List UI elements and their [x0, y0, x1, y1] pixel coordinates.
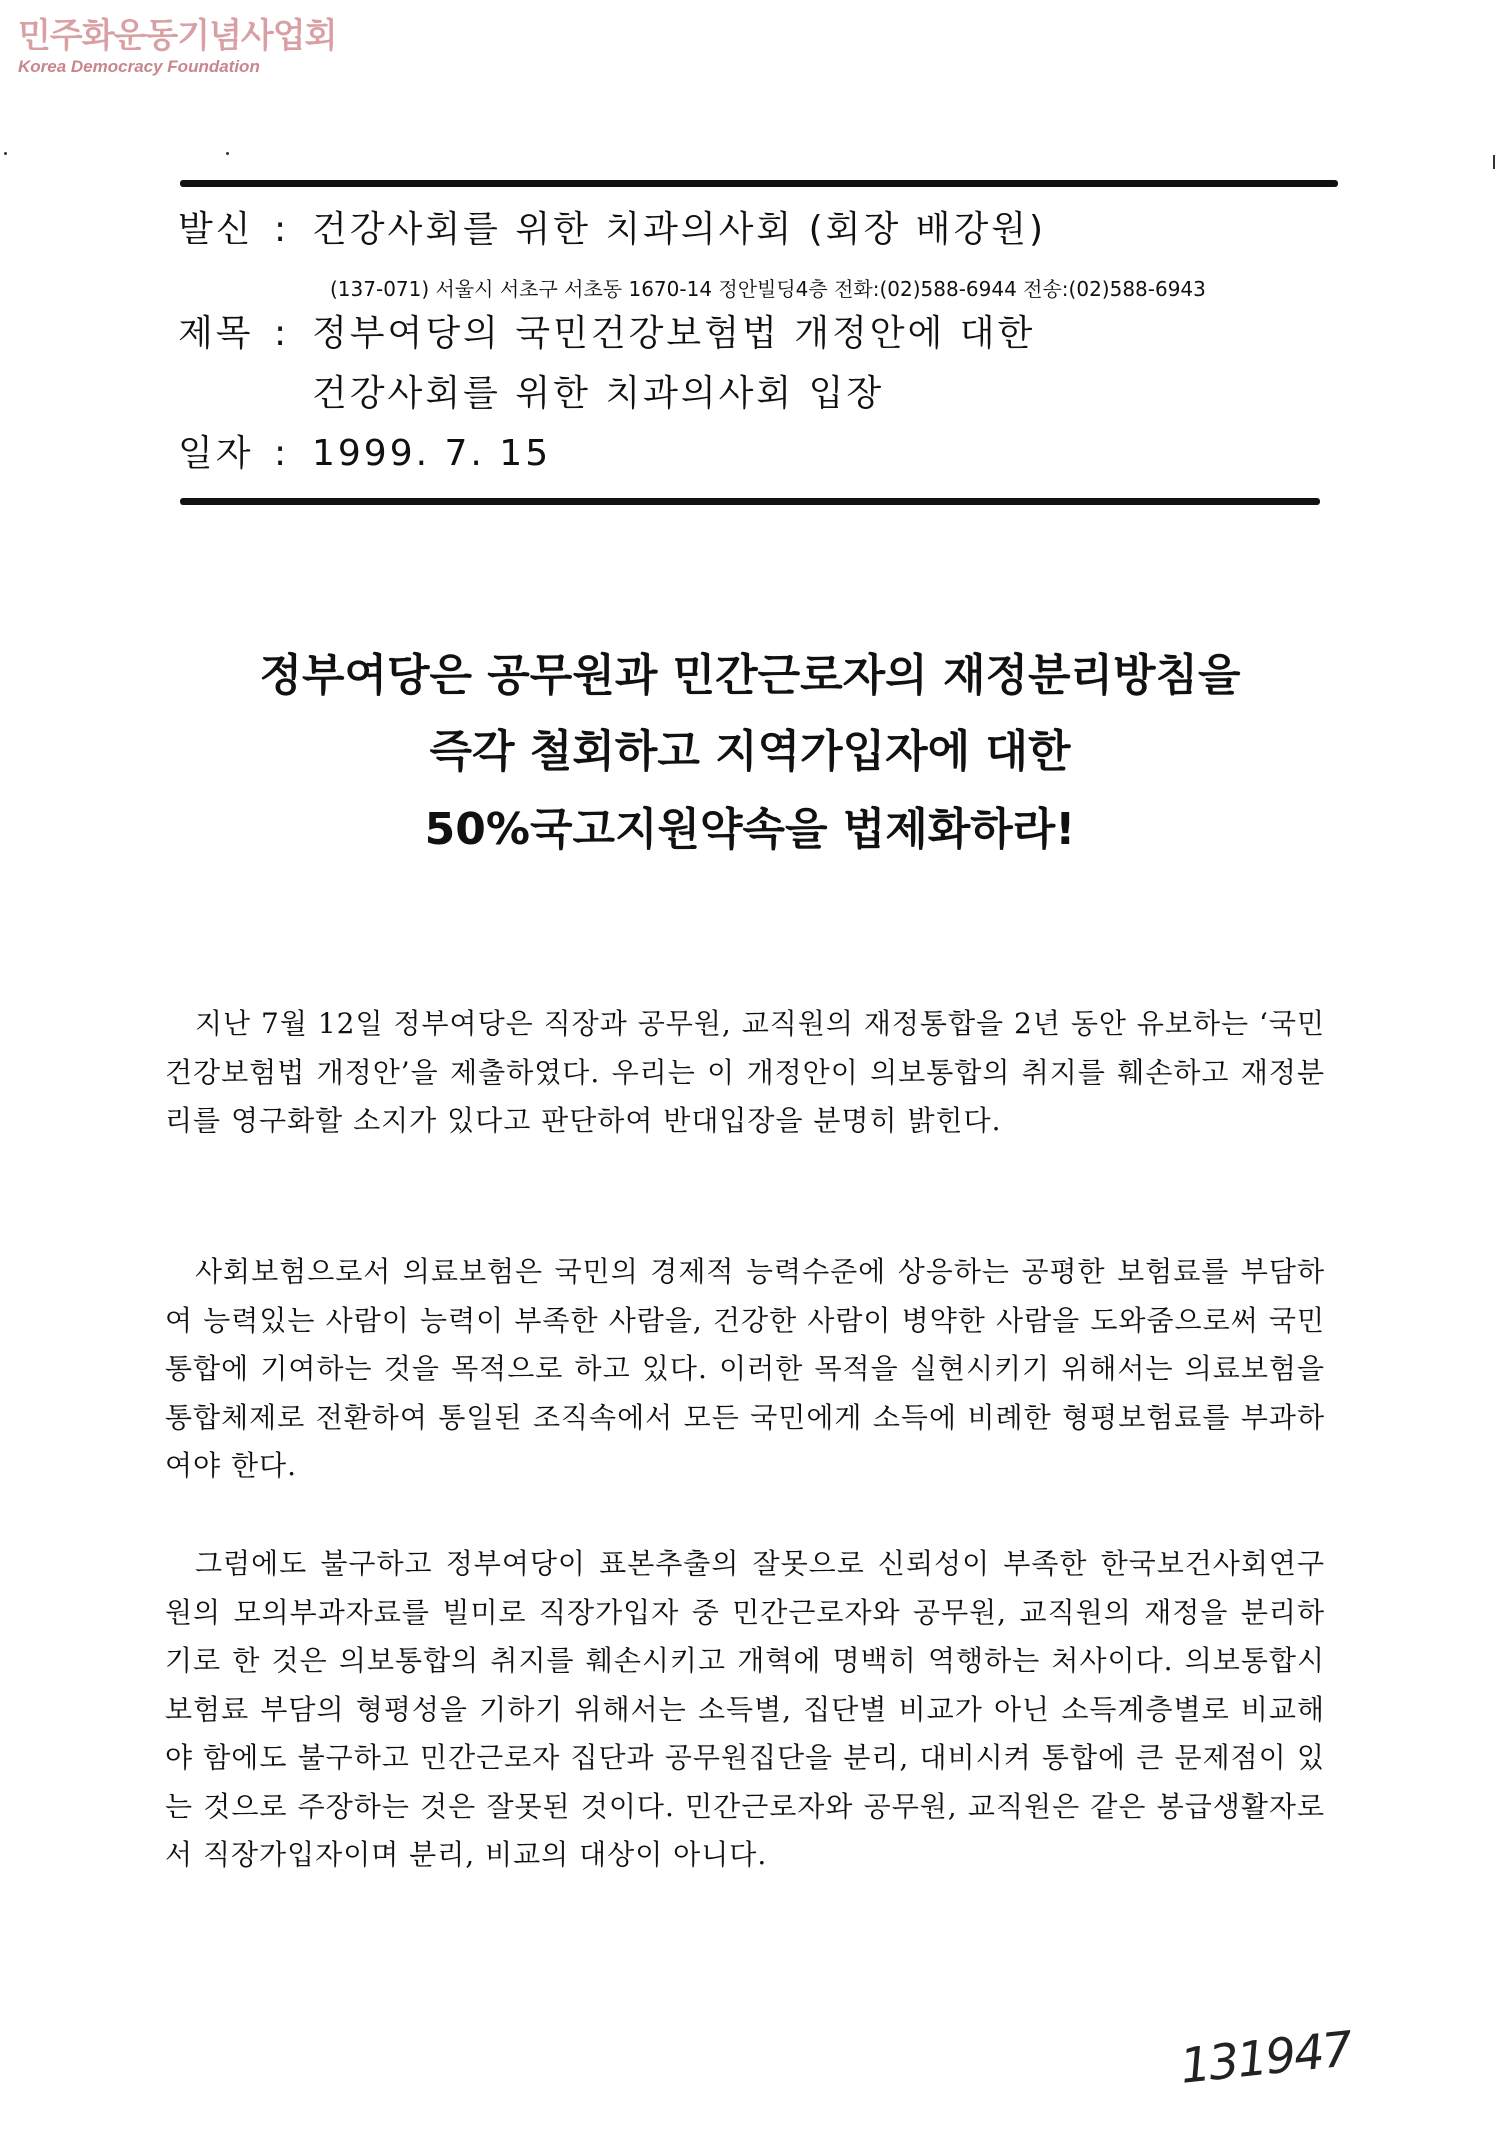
body-paragraph-2: 사회보험으로서 의료보험은 국민의 경제적 능력수준에 상응하는 공평한 보험료를 부담하여 능력있는 사람이 능력이 부족한 사람을, 건강한 사람이 병약한 사람을 도와줌으로써 국민통합에 기여하는 것을 목적으로 하고 있다. 이러한 목적을 실현시키기 위해서는 의료보험을 통합체제로 전환하여 통일된 조직속에서 모든 국민에게 소득에 비례한 형평보험료를 부과하여야 한다.: [165, 1255, 1325, 1482]
watermark-korean-text: 민주화운동기념사업회: [18, 16, 337, 56]
headline-line-1: 정부여당은 공무원과 민간근로자의 재정분리방침을: [259, 650, 1241, 701]
subject-row: [178, 310, 1035, 358]
watermark-logo: [18, 16, 337, 88]
sender-label: 발신: [178, 209, 254, 250]
date-colon: :: [274, 433, 290, 474]
subject-line-1: 정부여당의 국민건강보험법 개정안에 대한: [312, 313, 1036, 354]
sender-row: [178, 206, 1046, 254]
subject-label: 제목: [178, 313, 254, 354]
sender-colon: :: [274, 209, 290, 250]
sender-value: 건강사회를 위한 치과의사회 (회장 배강원): [312, 209, 1047, 250]
subject-row-continued: [312, 370, 884, 418]
date-label: 일자: [178, 433, 254, 474]
header-top-rule: [180, 180, 1338, 187]
header-bottom-rule: [180, 498, 1320, 505]
sender-address: (137-071) 서울시 서초구 서초동 1670-14 정안빌딩4층 전화:(02)588-6944 전송:(02)588-6943: [330, 277, 1206, 301]
watermark-english-text: Korea Democracy Foundation: [18, 57, 260, 76]
date-value: 1999. 7. 15: [312, 433, 552, 474]
scan-speck: [1493, 155, 1495, 169]
subject-colon: :: [274, 313, 290, 354]
body-paragraph-1: 지난 7월 12일 정부여당은 직장과 공무원, 교직원의 재정통합을 2년 동안 유보하는 ‘국민건강보험법 개정안’을 제출하였다. 우리는 이 개정안이 의보통합의 취지를 훼손하고 재정분리를 영구화할 소지가 있다고 판단하여 반대입장을 분명히 밝힌다.: [165, 1007, 1325, 1137]
subject-line-2: 건강사회를 위한 치과의사회 입장: [312, 373, 885, 414]
handwritten-document-number: 131947: [1177, 2021, 1354, 2095]
scan-speck: [226, 152, 229, 155]
date-row: [178, 430, 551, 478]
headline-line-3: 50%국고지원약속을 법제화하라!: [424, 804, 1076, 855]
scan-speck: [4, 152, 7, 155]
headline-line-2: 즉각 철회하고 지역가입자에 대한: [429, 726, 1071, 777]
body-paragraph-3: 그럼에도 불구하고 정부여당이 표본추출의 잘못으로 신뢰성이 부족한 한국보건사회연구원의 모의부과자료를 빌미로 직장가입자 중 민간근로자와 공무원, 교직원의 재정을 분리하기로 한 것은 의보통합의 취지를 훼손시키고 개혁에 명백히 역행하는 처사이다. 의보통합시 보험료 부담의 형평성을 기하기 위해서는 소득별, 집단별 비교가 아닌 소득계층별로 비교해야 함에도 불구하고 민간근로자 집단과 공무원집단을 분리, 대비시켜 통합에 큰 문제점이 있는 것으로 주장하는 것은 잘못된 것이다. 민간근로자와 공무원, 교직원은 같은 봉급생활자로서 직장가입자이며 분리, 비교의 대상이 아니다.: [165, 1547, 1325, 1871]
